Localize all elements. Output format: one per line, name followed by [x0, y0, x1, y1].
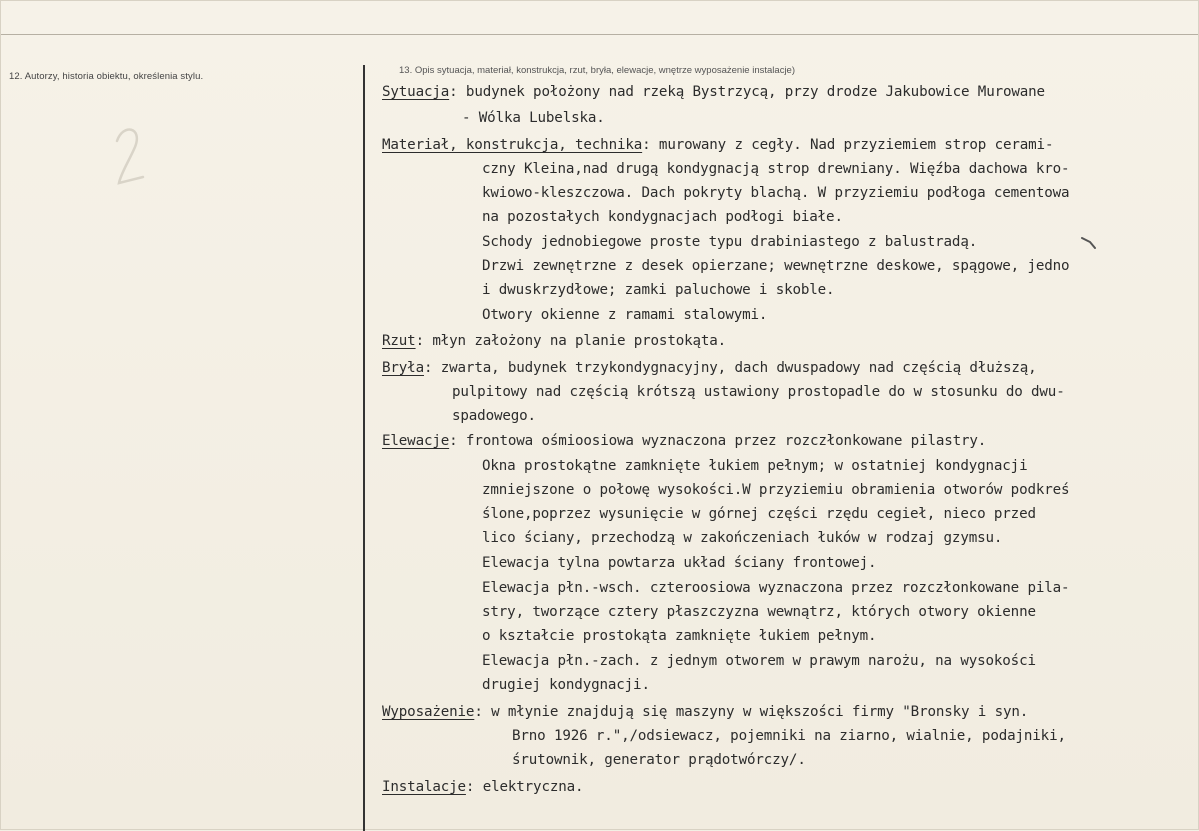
section-label: Materiał, konstrukcja, technika — [382, 137, 643, 153]
handwritten-mark — [109, 121, 149, 191]
section-instalacje — [382, 776, 583, 798]
section-elewacje — [382, 430, 986, 452]
right-column-header: 13. Opis sytuacja, materiał, konstrukcja, rzut, bryła, elewacje, wnętrze wyposażenie instalacje) — [399, 65, 796, 76]
section-text: : elektryczna. — [465, 779, 584, 795]
section-rzut — [382, 330, 726, 352]
text-line: Drzwi zewnętrzne z desek opierzane; wewnętrzne deskowe, spągowe, jedno — [482, 258, 1070, 274]
section-wyposazenie — [382, 701, 1028, 723]
text-line: zmniejszone o połowę wysokości.W przyziemiu obramienia otworów podkreś — [482, 482, 1070, 498]
text-line: Elewacja płn.-wsch. czteroosiowa wyznaczona przez rozczłonkowane pila- — [482, 580, 1070, 596]
section-bryla — [382, 357, 1037, 379]
section-label: Rzut — [382, 333, 416, 349]
text-line: stry, tworzące cztery płaszczyzna wewnątrz, których otwory okienne — [482, 604, 1036, 620]
text-line: kwiowo-kleszczowa. Dach pokryty blachą. W przyziemiu podłoga cementowa — [482, 185, 1070, 201]
section-text: : młyn założony na planie prostokąta. — [415, 333, 727, 349]
text-line: śrutownik, generator prądotwórczy/. — [512, 752, 806, 768]
left-column-header: 12. Autorzy, historia obiektu, określenia stylu. — [9, 71, 204, 82]
text-line: ślone,poprzez wysunięcie w górnej części rzędu cegieł, nieco przed — [482, 506, 1036, 522]
pencil-tick-mark — [1081, 236, 1097, 250]
text-line: drugiej kondygnacji. — [482, 677, 650, 693]
text-line: na pozostałych kondygnacjach podłogi białe. — [482, 209, 843, 225]
text-line: o kształcie prostokąta zamknięte łukiem pełnym. — [482, 628, 877, 644]
text-line: Schody jednobiegowe proste typu drabiniastego z balustradą. — [482, 234, 978, 250]
text-line: pulpitowy nad częścią krótszą ustawiony prostopadle do w stosunku do dwu- — [452, 384, 1065, 400]
text-line: Elewacja tylna powtarza układ ściany frontowej. — [482, 555, 877, 571]
section-text: : budynek położony nad rzeką Bystrzycą, przy drodze Jakubowice Murowane — [449, 84, 1045, 100]
text-line: Otwory okienne z ramami stalowymi. — [482, 307, 768, 323]
section-label: Instalacje — [382, 779, 466, 795]
text-line: i dwuskrzydłowe; zamki paluchowe i skoble. — [482, 282, 835, 298]
section-label: Elewacje — [382, 433, 450, 449]
section-text: : murowany z cegły. Nad przyziemiem strop cerami- — [642, 137, 1054, 153]
column-divider — [363, 65, 365, 831]
text-line: lico ściany, przechodzą w zakończeniach łuków w rodzaj gzymsu. — [482, 530, 1003, 546]
section-sytuacja — [382, 81, 1045, 103]
section-label: Wyposażenie — [382, 704, 475, 720]
section-label: Sytuacja — [382, 84, 450, 100]
left-column — [1, 35, 363, 831]
text-line: czny Kleina,nad drugą kondygnacją strop drewniany. Więźba dachowa kro- — [482, 161, 1070, 177]
text-line: - Wólka Lubelska. — [462, 110, 605, 126]
section-text: : w młynie znajdują się maszyny w większości firmy "Bronsky i syn. — [474, 704, 1029, 720]
section-material — [382, 134, 1053, 156]
text-line: Okna prostokątne zamknięte łukiem pełnym; w ostatniej kondygnacji — [482, 458, 1028, 474]
text-line: spadowego. — [452, 408, 536, 424]
section-text: : zwarta, budynek trzykondygnacyjny, dach dwuspadowy nad częścią dłuższą, — [423, 360, 1037, 376]
text-line: Brno 1926 r.",/odsiewacz, pojemniki na ziarno, wialnie, podajniki, — [512, 728, 1066, 744]
section-label: Bryła — [382, 360, 424, 376]
text-line: Elewacja płn.-zach. z jednym otworem w prawym narożu, na wysokości — [482, 653, 1036, 669]
section-text: : frontowa ośmioosiowa wyznaczona przez rozczłonkowane pilastry. — [449, 433, 987, 449]
